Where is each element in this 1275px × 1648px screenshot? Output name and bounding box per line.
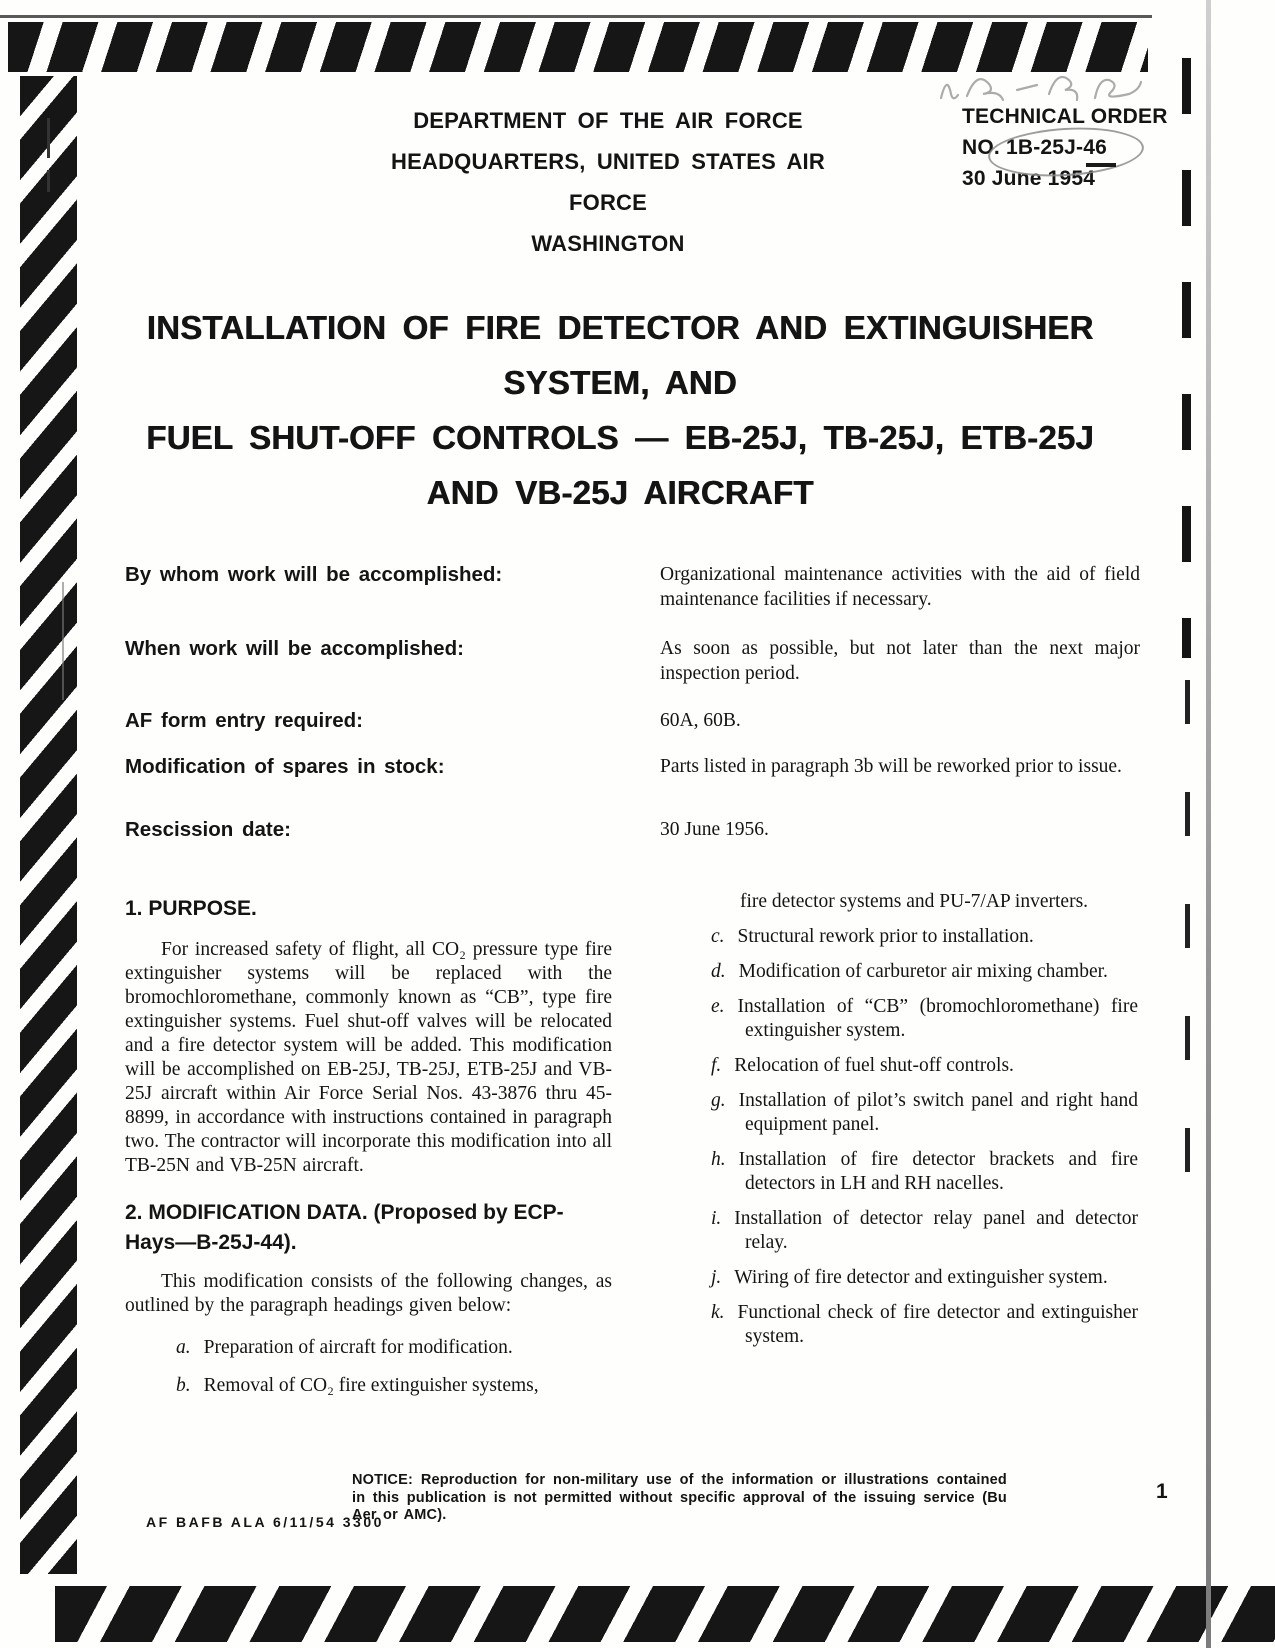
purpose-paragraph: For increased safety of flight, all CO₂ pressure type fire extinguisher systems will be replaced with the bromochloromethane, commonly known as “CB”, type fire extinguisher systems. Fuel shut-off valves will be relocated and a fire detector system will be added. This modification will be accomplished on EB-25J, TB-25J, ETB-25J and VB-25J aircraft within Air Force Serial Nos. 43-3876 thru 45-8899, in accordance with instructions contained in paragraph two. The contractor will incorporate this modification into all TB-25N and VB-25N aircraft. [125,939,612,1176]
admin-label: By whom work will be accomplished: [125,563,503,586]
admin-label: AF form entry required: [125,709,363,732]
technical-order-label: TECHNICAL ORDER [962,105,1168,128]
item-letter: a. [176,1337,191,1358]
item-text: Preparation of aircraft for modification. [203,1337,513,1358]
admin-value: Parts listed in paragraph 3b will be reworked prior to issue. [660,756,1122,777]
document-title [70,300,1170,520]
print-imprint: AF BAFB ALA 6/11/54 3300 [146,1514,384,1530]
item-letter: k. [711,1302,725,1323]
headquarters-line: HEADQUARTERS, UNITED STATES AIR FORCE [391,149,825,215]
admin-label: Modification of spares in stock: [125,755,445,778]
list-item-c [660,925,1138,949]
page-edge-shadow [1206,0,1211,1648]
item-text: Installation of “CB” (bromochloromethane) fire extinguisher system. [737,996,1138,1041]
hazard-stripe-left [20,76,77,1574]
binding-marks-upper [1182,58,1191,658]
technical-order-date: 30 June 1954 [962,167,1096,190]
list-item-h [660,1148,1138,1196]
title-line-2: FUEL SHUT-OFF CONTROLS — EB-25J, TB-25J, ETB-25J [146,419,1094,456]
item-text: Removal of CO₂ fire extinguisher systems, [203,1375,539,1396]
admin-label: When work will be accomplished: [125,637,464,660]
hazard-stripe-bottom [55,1586,1275,1642]
order-number-underline [1086,163,1116,167]
binding-marks-lower [1185,680,1190,1225]
item-text: Installation of pilot’s switch panel and right hand equipment panel. [738,1090,1138,1135]
list-item-k [660,1301,1138,1349]
item-letter: f. [711,1055,722,1076]
title-line-1: INSTALLATION OF FIRE DETECTOR AND EXTINGUISHER SYSTEM, AND [146,309,1094,401]
scan-artifact-mark [47,170,50,192]
admin-value: Organizational maintenance activities with the aid of field maintenance facilities if necessary. [660,564,1140,610]
list-item-f [660,1054,1138,1078]
modification-intro-paragraph: This modification consists of the following changes, as outlined by the paragraph headings given below: [125,1271,612,1316]
item-letter: c. [711,926,725,947]
admin-label: Rescission date: [125,818,291,841]
item-letter: e. [711,996,725,1017]
title-line-3: AND VB-25J AIRCRAFT [426,474,814,511]
admin-value: 60A, 60B. [660,710,741,731]
list-item-j [660,1266,1138,1290]
list-item-g [660,1089,1138,1137]
right-column [660,890,1138,1360]
technical-order-number: NO. 1B-25J-46 [962,136,1107,159]
list-item-e [660,995,1138,1043]
list-item-i [660,1207,1138,1255]
list-item-b [125,1374,612,1398]
item-text: Installation of fire detector brackets and fire detectors in LH and RH nacelles. [738,1149,1138,1194]
reproduction-notice: NOTICE: Reproduction for non-military use of the information or illustrations contained in this publication is not permitted without specific approval of the issuing service (Bu Aer or AMC). [352,1472,1007,1523]
modification-data-heading: 2. MODIFICATION DATA. (Proposed by ECP-Hays—B-25J-44). [125,1201,564,1254]
admin-value: As soon as possible, but not later than the next major inspection period. [660,638,1140,684]
admin-value: 30 June 1956. [660,819,769,840]
item-letter: h. [711,1149,726,1170]
purpose-heading: 1. PURPOSE. [125,897,257,920]
city-line: WASHINGTON [531,231,685,256]
item-letter: i. [711,1208,722,1229]
issuing-authority-block [368,100,848,264]
item-text: Functional check of fire detector and extinguisher system. [737,1302,1138,1347]
page-number: 1 [1156,1480,1168,1503]
item-text: Structural rework prior to installation. [737,926,1034,947]
list-item-d [660,960,1138,984]
item-letter: d. [711,961,726,982]
list-item-a [125,1336,612,1360]
left-column [125,896,612,1398]
item-text: Modification of carburetor air mixing chamber. [738,961,1108,982]
department-line: DEPARTMENT OF THE AIR FORCE [413,108,803,133]
pencil-handwriting-annotation [933,60,1148,108]
item-letter: j. [711,1267,722,1288]
item-text: Relocation of fuel shut-off controls. [734,1055,1014,1076]
item-text: Installation of detector relay panel and detector relay. [734,1208,1138,1253]
item-letter: b. [176,1375,191,1396]
scan-artifact-line [62,582,64,700]
page-top-edge-line [0,15,1152,18]
item-b-continuation: fire detector systems and PU-7/AP inverters. [740,891,1089,912]
scan-artifact-mark [47,118,50,158]
item-letter: g. [711,1090,726,1111]
item-text: Wiring of fire detector and extinguisher system. [734,1267,1108,1288]
